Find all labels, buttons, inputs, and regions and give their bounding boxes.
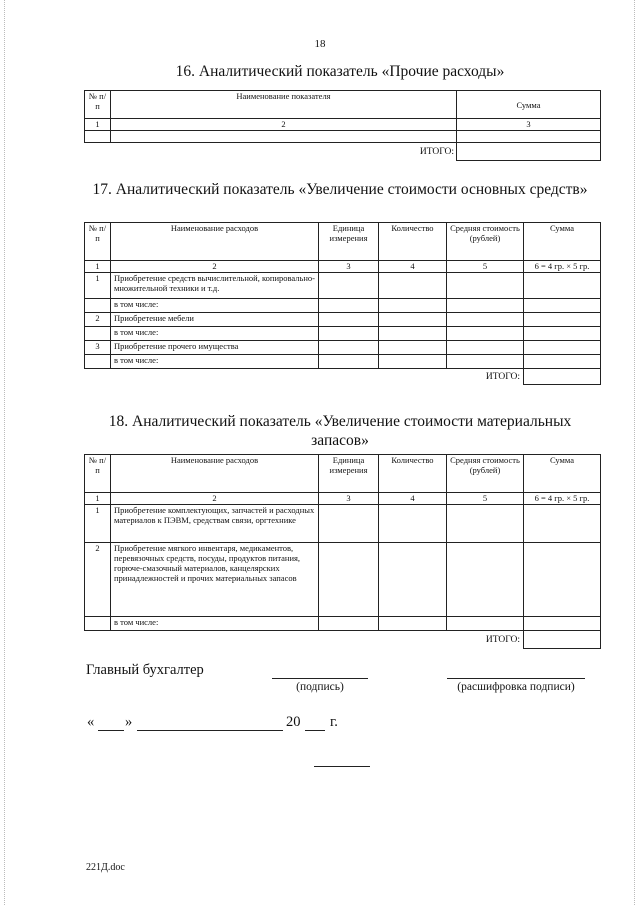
col-header-name: Наименование показателя (111, 91, 457, 119)
table-cell (524, 505, 601, 543)
col-number-cell: 1 (85, 119, 111, 131)
year-prefix: 20 (286, 714, 301, 730)
row-name: в том числе: (111, 327, 319, 341)
col-header-number: № п/п (85, 223, 111, 261)
col-header-unit: Единица измерения (319, 223, 379, 261)
table-cell (457, 131, 601, 143)
col-header-sum: Сумма (457, 91, 601, 119)
table-cell (319, 505, 379, 543)
row-number (85, 355, 111, 369)
date-year-line (305, 730, 325, 731)
table-cell (524, 327, 601, 341)
col-number-cell: 3 (457, 119, 601, 131)
section-16-title: 16. Аналитический показатель «Прочие расходы» (175, 63, 505, 80)
row-name: Приобретение средств вычислительной, копировально-множительной техники и т.д. (111, 273, 319, 299)
row-number (85, 327, 111, 341)
total-value-cell (524, 631, 601, 649)
col-header-sum: Сумма (524, 455, 601, 493)
table-row (85, 131, 601, 143)
left-edge-marks (4, 0, 5, 905)
total-row (85, 143, 601, 161)
table-row (85, 617, 601, 631)
row-number (85, 299, 111, 313)
table-cell (524, 313, 601, 327)
table-cell (447, 313, 524, 327)
col-number-cell: 4 (379, 261, 447, 273)
table-row (85, 341, 601, 355)
year-suffix: г. (330, 714, 338, 730)
col-number-cell: 2 (111, 493, 319, 505)
table-cell (447, 543, 524, 617)
table-cell (524, 543, 601, 617)
total-row (85, 369, 601, 385)
table-cell (319, 617, 379, 631)
col-number-cell: 2 (111, 261, 319, 273)
total-label: ИТОГО: (485, 371, 520, 382)
table-cell (379, 543, 447, 617)
table-cell (379, 355, 447, 369)
col-number-cell: 5 (447, 261, 524, 273)
col-header-sum: Сумма (524, 223, 601, 261)
col-header-name: Наименование расходов (111, 223, 319, 261)
date-open-quote: « (87, 714, 95, 730)
table-header-row (85, 455, 601, 493)
row-name: Приобретение мебели (111, 313, 319, 327)
table-cell (524, 355, 601, 369)
table-cell (379, 617, 447, 631)
col-header-number: № п/п (85, 91, 111, 119)
decoding-line (447, 678, 585, 679)
table-row (85, 355, 601, 369)
section-17-table (84, 222, 601, 385)
table-cell (319, 299, 379, 313)
col-number-cell: 3 (319, 261, 379, 273)
table-cell (447, 617, 524, 631)
table-header-row (85, 223, 601, 261)
table-cell (379, 505, 447, 543)
col-header-avg-cost: Средняя стоимость (рублей) (447, 223, 524, 261)
table-cell (447, 505, 524, 543)
col-number-cell: 6 = 4 гр. × 5 гр. (524, 493, 601, 505)
col-header-number: № п/п (85, 455, 111, 493)
table-cell (319, 341, 379, 355)
table-row (85, 505, 601, 543)
table-cell (379, 341, 447, 355)
table-row (85, 327, 601, 341)
table-cell (111, 131, 457, 143)
chief-accountant-label: Главный бухгалтер (86, 662, 204, 678)
table-header-row (85, 91, 601, 119)
date-close-quote: » (125, 714, 133, 730)
table-cell (379, 273, 447, 299)
table-cell (319, 273, 379, 299)
section-18-table (84, 454, 601, 649)
col-number-cell: 2 (111, 119, 457, 131)
total-label: ИТОГО: (485, 634, 520, 645)
table-cell (524, 299, 601, 313)
table-cell (447, 327, 524, 341)
table-row (85, 313, 601, 327)
row-number: 1 (85, 273, 111, 299)
table-cell (524, 273, 601, 299)
table-cell (524, 617, 601, 631)
col-number-cell: 1 (85, 261, 111, 273)
row-number: 2 (85, 543, 111, 617)
row-number: 3 (85, 341, 111, 355)
section-17-title: 17. Аналитический показатель «Увеличение стоимости основных средств» (92, 181, 588, 198)
col-number-cell: 1 (85, 493, 111, 505)
signature-caption: (подпись) (296, 681, 344, 693)
table-cell (524, 341, 601, 355)
table-cell (319, 313, 379, 327)
section-18-title: 18. Аналитический показатель «Увеличение стоимости материальных запасов» (108, 413, 572, 449)
col-header-name: Наименование расходов (111, 455, 319, 493)
date-month-line (137, 730, 283, 731)
row-number: 1 (85, 505, 111, 543)
row-number: 2 (85, 313, 111, 327)
total-row (85, 631, 601, 649)
table-cell (447, 299, 524, 313)
col-number-cell: 3 (319, 493, 379, 505)
right-edge-marks (634, 0, 635, 905)
total-value-cell (524, 369, 601, 385)
row-name: в том числе: (111, 299, 319, 313)
col-number-cell: 5 (447, 493, 524, 505)
decoding-caption: (расшифровка подписи) (457, 681, 575, 693)
table-cell (319, 355, 379, 369)
table-cell (319, 543, 379, 617)
page-number: 18 (314, 38, 326, 50)
row-name: в том числе: (111, 355, 319, 369)
table-cell (379, 313, 447, 327)
table-row (85, 543, 601, 617)
table-row (85, 299, 601, 313)
row-name: Приобретение комплектующих, запчастей и расходных материалов к ПЭВМ, средствам связи, оргтехнике (111, 505, 319, 543)
blank-cell (85, 143, 111, 161)
table-cell (447, 341, 524, 355)
table-cell (85, 131, 111, 143)
row-name: Приобретение прочего имущества (111, 341, 319, 355)
column-number-row (85, 119, 601, 131)
col-number-cell: 6 = 4 гр. × 5 гр. (524, 261, 601, 273)
signature-line (272, 678, 368, 679)
table-row (85, 273, 601, 299)
col-header-quantity: Количество (379, 455, 447, 493)
table-cell (447, 355, 524, 369)
col-number-cell: 4 (379, 493, 447, 505)
col-header-avg-cost: Средняя стоимость (рублей) (447, 455, 524, 493)
row-number (85, 617, 111, 631)
column-number-row (85, 261, 601, 273)
table-cell (319, 327, 379, 341)
row-name: Приобретение мягкого инвентаря, медикаментов, перевязочных средств, посуды, продуктов питания, горюче-смазочный материалов, канцелярских принадлежностей и прочих материальных запасов (111, 543, 319, 617)
column-number-row (85, 493, 601, 505)
section-16-table (84, 90, 601, 161)
document-filename: 221Д.doc (86, 862, 125, 873)
col-header-unit: Единица измерения (319, 455, 379, 493)
table-cell (447, 273, 524, 299)
end-line (314, 766, 370, 767)
table-cell (379, 299, 447, 313)
row-name: в том числе: (111, 617, 319, 631)
col-header-quantity: Количество (379, 223, 447, 261)
total-value-cell (457, 143, 601, 161)
date-day-line (98, 730, 124, 731)
table-cell (379, 327, 447, 341)
total-label: ИТОГО: (419, 146, 454, 157)
